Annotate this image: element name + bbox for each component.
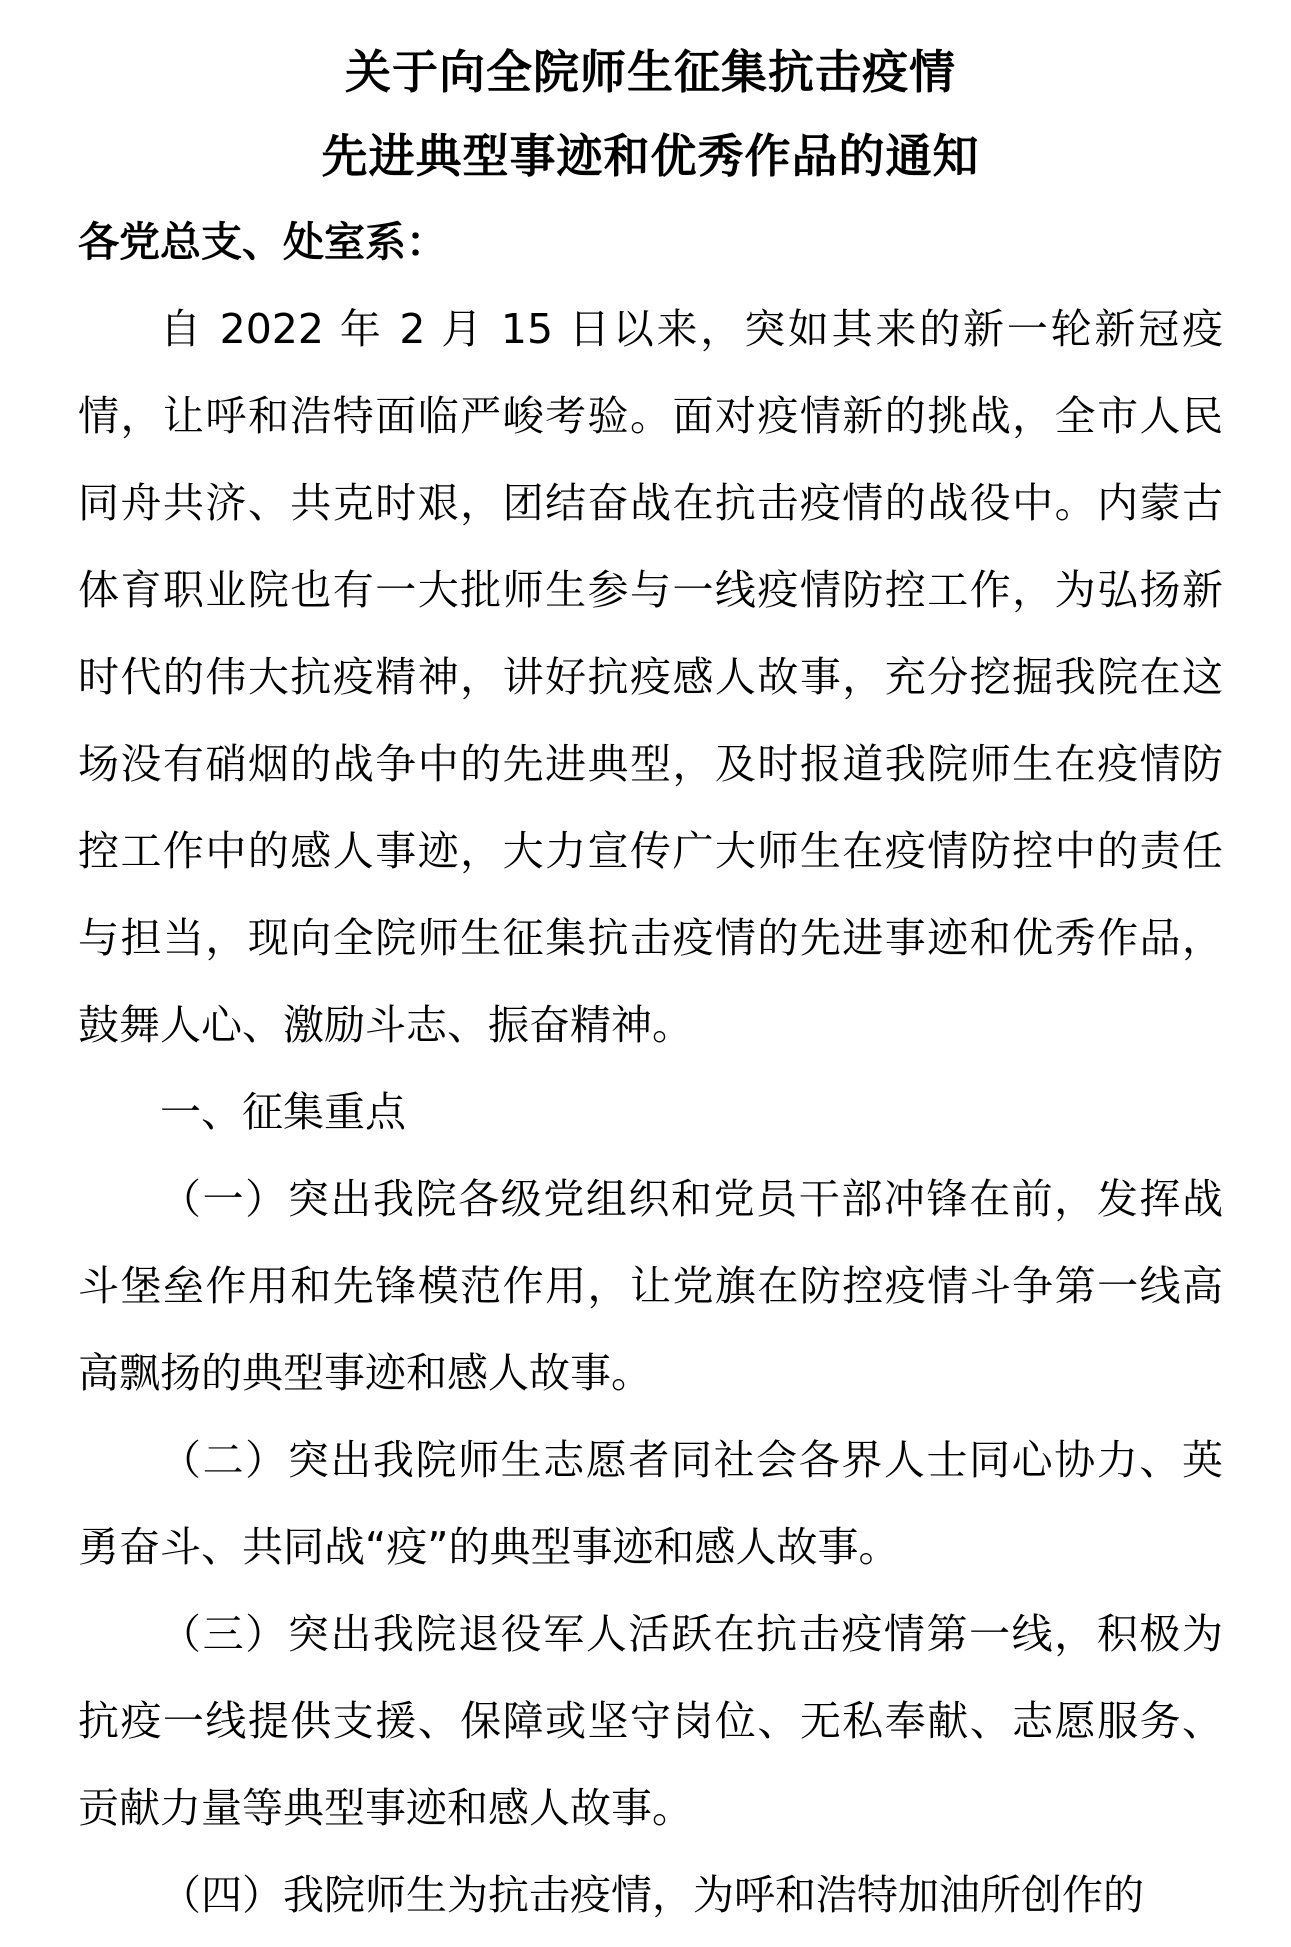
- list-item-4: （四）我院师生为抗击疫情，为呼和浩特加油所创作的: [160, 1871, 1144, 1919]
- document-title-line-2: 先进典型事迹和优秀作品的通知: [321, 129, 980, 183]
- intro-paragraph: 自 2022 年 2 月 15 日以来，突如其来的新一轮新冠疫情，让呼和浩特面临严峻考验。面对疫情新的挑战，全市人民同舟共济、共克时艰，团结奋战在抗击疫情的战役中。内蒙古体育职业院也有一大批师生参与一线疫情防控工作，为弘扬新时代的伟大抗疫精神，讲好抗疫感人故事，充分挖掘我院在这场没有硝烟的战争中的先进典型，及时报道我院师生在疫情防控工作中的感人事迹，大力宣传广大师生在疫情防控中的责任与担当，现向全院师生征集抗击疫情的先进事迹和优秀作品，鼓舞人心、激励斗志、振奋精神。: [78, 305, 1223, 1049]
- salutation: 各党总支、处室系：: [78, 218, 447, 266]
- list-item-3: （三）突出我院退役军人活跃在抗击疫情第一线，积极为抗疫一线提供支援、保障或坚守岗位、无私奉献、志愿服务、贡献力量等典型事迹和感人故事。: [78, 1610, 1223, 1832]
- list-item-1: （一）突出我院各级党组织和党员干部冲锋在前，发挥战斗堡垒作用和先锋模范作用，让党旗在防控疫情斗争第一线高高飘扬的典型事迹和感人故事。: [78, 1175, 1223, 1397]
- section-heading-1: 一、征集重点: [160, 1088, 406, 1136]
- document-title-line-1: 关于向全院师生征集抗击疫情: [345, 45, 956, 99]
- list-item-2: （二）突出我院师生志愿者同社会各界人士同心协力、英勇奋斗、共同战“疫”的典型事迹和感人故事。: [78, 1436, 1223, 1571]
